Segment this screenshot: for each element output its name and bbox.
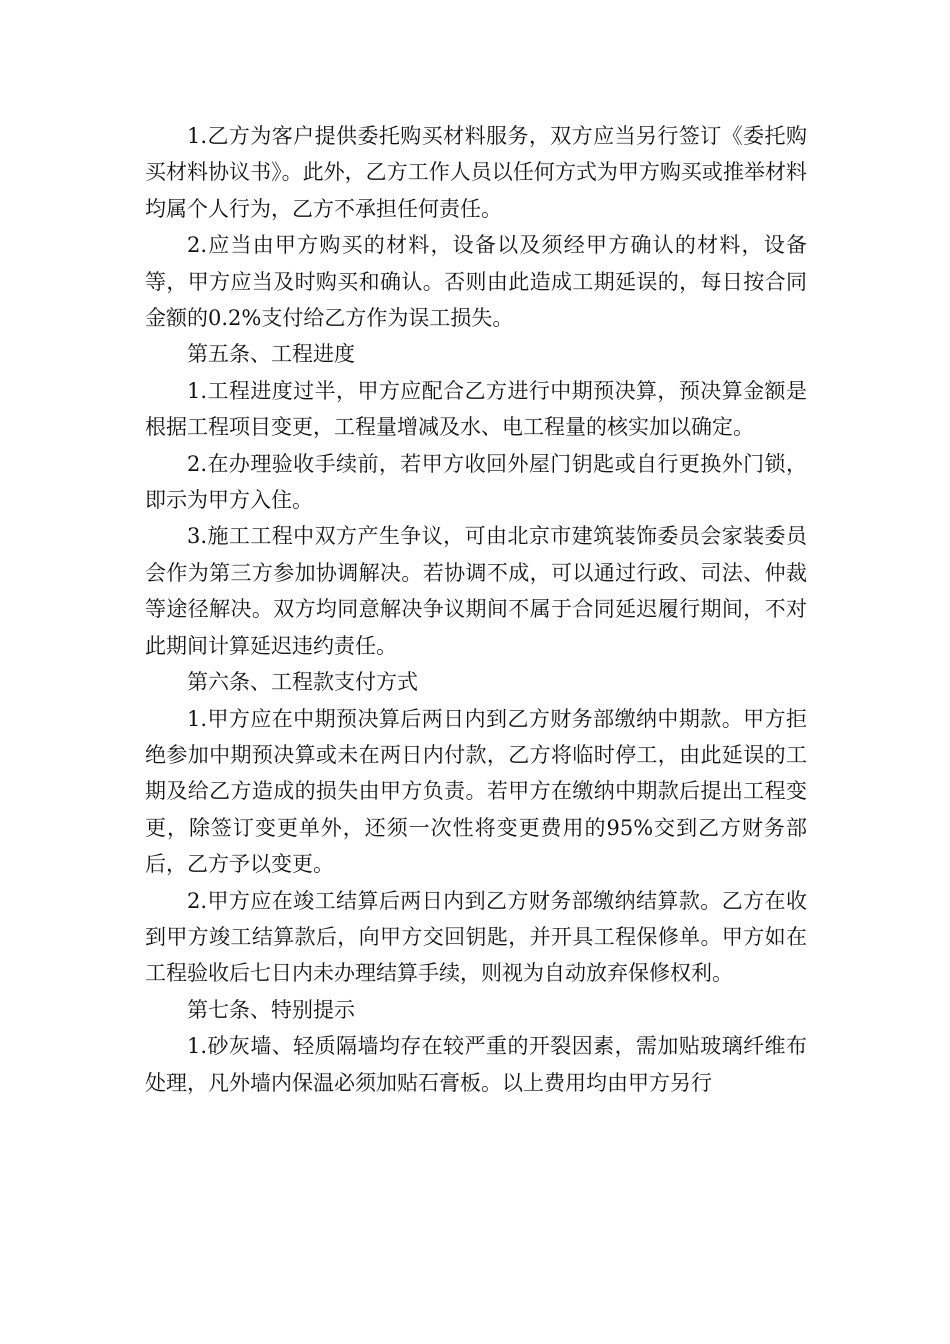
clause-paragraph: 1.砂灰墙、轻质隔墙均存在较严重的开裂因素，需加贴玻璃纤维布处理，凡外墙内保温必须加贴石膏板。以上费用均由甲方另行	[145, 1034, 807, 1095]
section-heading: 第六条、工程款支付方式	[187, 670, 418, 695]
clause-paragraph: 1.甲方应在中期预决算后两日内到乙方财务部缴纳中期款。甲方拒绝参加中期预决算或未在两日内付款，乙方将临时停工，由此延误的工期及给乙方造成的损失由甲方负责。若甲方在缴纳中期款后提出工程变更，除签订变更单外，还须一次性将变更费用的95%交到乙方财务部后，乙方予以变更。	[145, 706, 807, 877]
section-heading: 第五条、工程进度	[187, 342, 355, 367]
clause-paragraph: 3.施工工程中双方产生争议，可由北京市建筑装饰委员会家装委员会作为第三方参加协调解决。若协调不成，可以通过行政、司法、仲裁等途径解决。双方均同意解决争议期间不属于合同延迟履行期间，不对此期间计算延迟违约责任。	[145, 524, 807, 658]
clause-paragraph: 1.工程进度过半，甲方应配合乙方进行中期预决算，预决算金额是根据工程项目变更，工程量增减及水、电工程量的核实加以确定。	[145, 378, 807, 440]
clause-paragraph: 2.甲方应在竣工结算后两日内到乙方财务部缴纳结算款。乙方在收到甲方竣工结算款后，向甲方交回钥匙，并开具工程保修单。甲方如在工程验收后七日内未办理结算手续，则视为自动放弃保修权利。	[145, 888, 807, 986]
section-heading: 第七条、特别提示	[187, 997, 355, 1022]
contract-page	[145, 118, 807, 1101]
clause-paragraph: 1.乙方为客户提供委托购买材料服务，双方应当另行签订《委托购买材料协议书》。此外，乙方工作人员以任何方式为甲方购买或推举材料均属个人行为，乙方不承担任何责任。	[145, 124, 807, 221]
clause-paragraph: 2.应当由甲方购买的材料，设备以及须经甲方确认的材料，设备等，甲方应当及时购买和确认。否则由此造成工期延误的，每日按合同金额的0.2%支付给乙方作为误工损失。	[145, 233, 807, 331]
clause-paragraph: 2.在办理验收手续前，若甲方收回外屋门钥匙或自行更换外门锁，即示为甲方入住。	[145, 451, 807, 513]
